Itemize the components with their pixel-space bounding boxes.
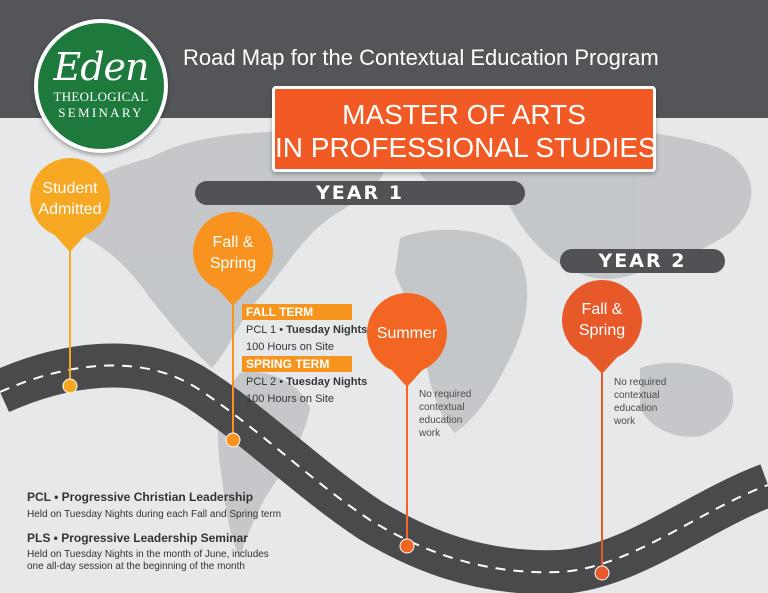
summer-note-line-2: contextual: [419, 402, 465, 413]
program-line-2: IN PROFESSIONAL STUDIES: [275, 132, 657, 163]
spring-term-hours: 100 Hours on Site: [246, 393, 335, 405]
summer-note-line-1: No required: [419, 389, 472, 400]
year2-note-line-4: work: [614, 416, 636, 427]
legend-pls-desc: [27, 549, 269, 573]
spring-term-schedule: Tuesday Nights: [286, 376, 368, 388]
pin-label-fall-spring-2: [562, 299, 642, 341]
spring-term-course: PCL 2: [246, 376, 277, 388]
road-dot-summer: [400, 539, 414, 553]
pin-label-fall-spring-1: [193, 232, 273, 274]
road-dot-admitted: [63, 379, 77, 393]
year-1-bar: YEAR 1: [195, 181, 525, 205]
summer-note: [419, 388, 471, 440]
legend-pls-desc-line-2: one all-day session at the beginning of the month: [27, 561, 245, 572]
program-title-box: [272, 86, 656, 172]
program-line-1: MASTER OF ARTS: [342, 99, 586, 130]
pin-label-fall-spring-2-line1: Fall &: [581, 301, 623, 318]
legend-pcl-desc: [27, 509, 281, 521]
logo-line-1: THEOLOGICAL: [53, 89, 149, 104]
fall-term-course: PCL 1: [246, 324, 277, 336]
spring-term-tag: SPRING TERM: [242, 356, 352, 372]
pin-label-summer: [367, 323, 447, 344]
fall-term-hours: 100 Hours on Site: [246, 341, 335, 353]
fall-term-course-line: [246, 324, 367, 336]
fall-term-schedule: Tuesday Nights: [286, 324, 368, 336]
pin-label-fall-spring-2-line2: Spring: [578, 322, 626, 339]
pin-label-admitted: [30, 178, 110, 220]
pin-label-fall-spring-1-line1: Fall &: [212, 234, 254, 251]
year2-note-line-1: No required: [614, 377, 667, 388]
year2-note-line-3: education: [614, 403, 658, 414]
year-2-bar: YEAR 2: [560, 249, 725, 273]
road-dot-fall-spring-1: [226, 433, 240, 447]
page-title: Road Map for the Contextual Education Program: [183, 45, 659, 70]
logo-script-name: Eden: [53, 45, 149, 89]
legend-pls-desc-line-1: Held on Tuesday Nights in the month of June, includes: [27, 549, 269, 560]
logo-line-2: SEMINARY: [58, 105, 144, 120]
legend-pls-title: PLS • Progressive Leadership Seminar: [27, 531, 248, 545]
spring-term-bullet: •: [279, 376, 284, 388]
fall-term-bullet: •: [279, 324, 284, 336]
spring-term-course-line: [246, 376, 367, 388]
year2-note: [614, 376, 666, 428]
pin-label-summer-line1: Summer: [376, 325, 438, 342]
pin-label-fall-spring-1-line2: Spring: [209, 255, 257, 272]
pin-label-admitted-line1: Student: [42, 180, 98, 197]
seminary-logo: [34, 19, 168, 153]
fall-term-tag: FALL TERM: [242, 304, 352, 320]
summer-note-line-4: work: [419, 428, 441, 439]
summer-note-line-3: education: [419, 415, 463, 426]
pin-label-admitted-line2: Admitted: [38, 201, 102, 218]
legend-pcl-desc-line: Held on Tuesday Nights during each Fall and Spring term: [27, 509, 282, 520]
year2-note-line-2: contextual: [614, 390, 660, 401]
legend-pcl-title: PCL • Progressive Christian Leadership: [27, 490, 254, 504]
road-dot-fall-spring-2: [595, 566, 609, 580]
